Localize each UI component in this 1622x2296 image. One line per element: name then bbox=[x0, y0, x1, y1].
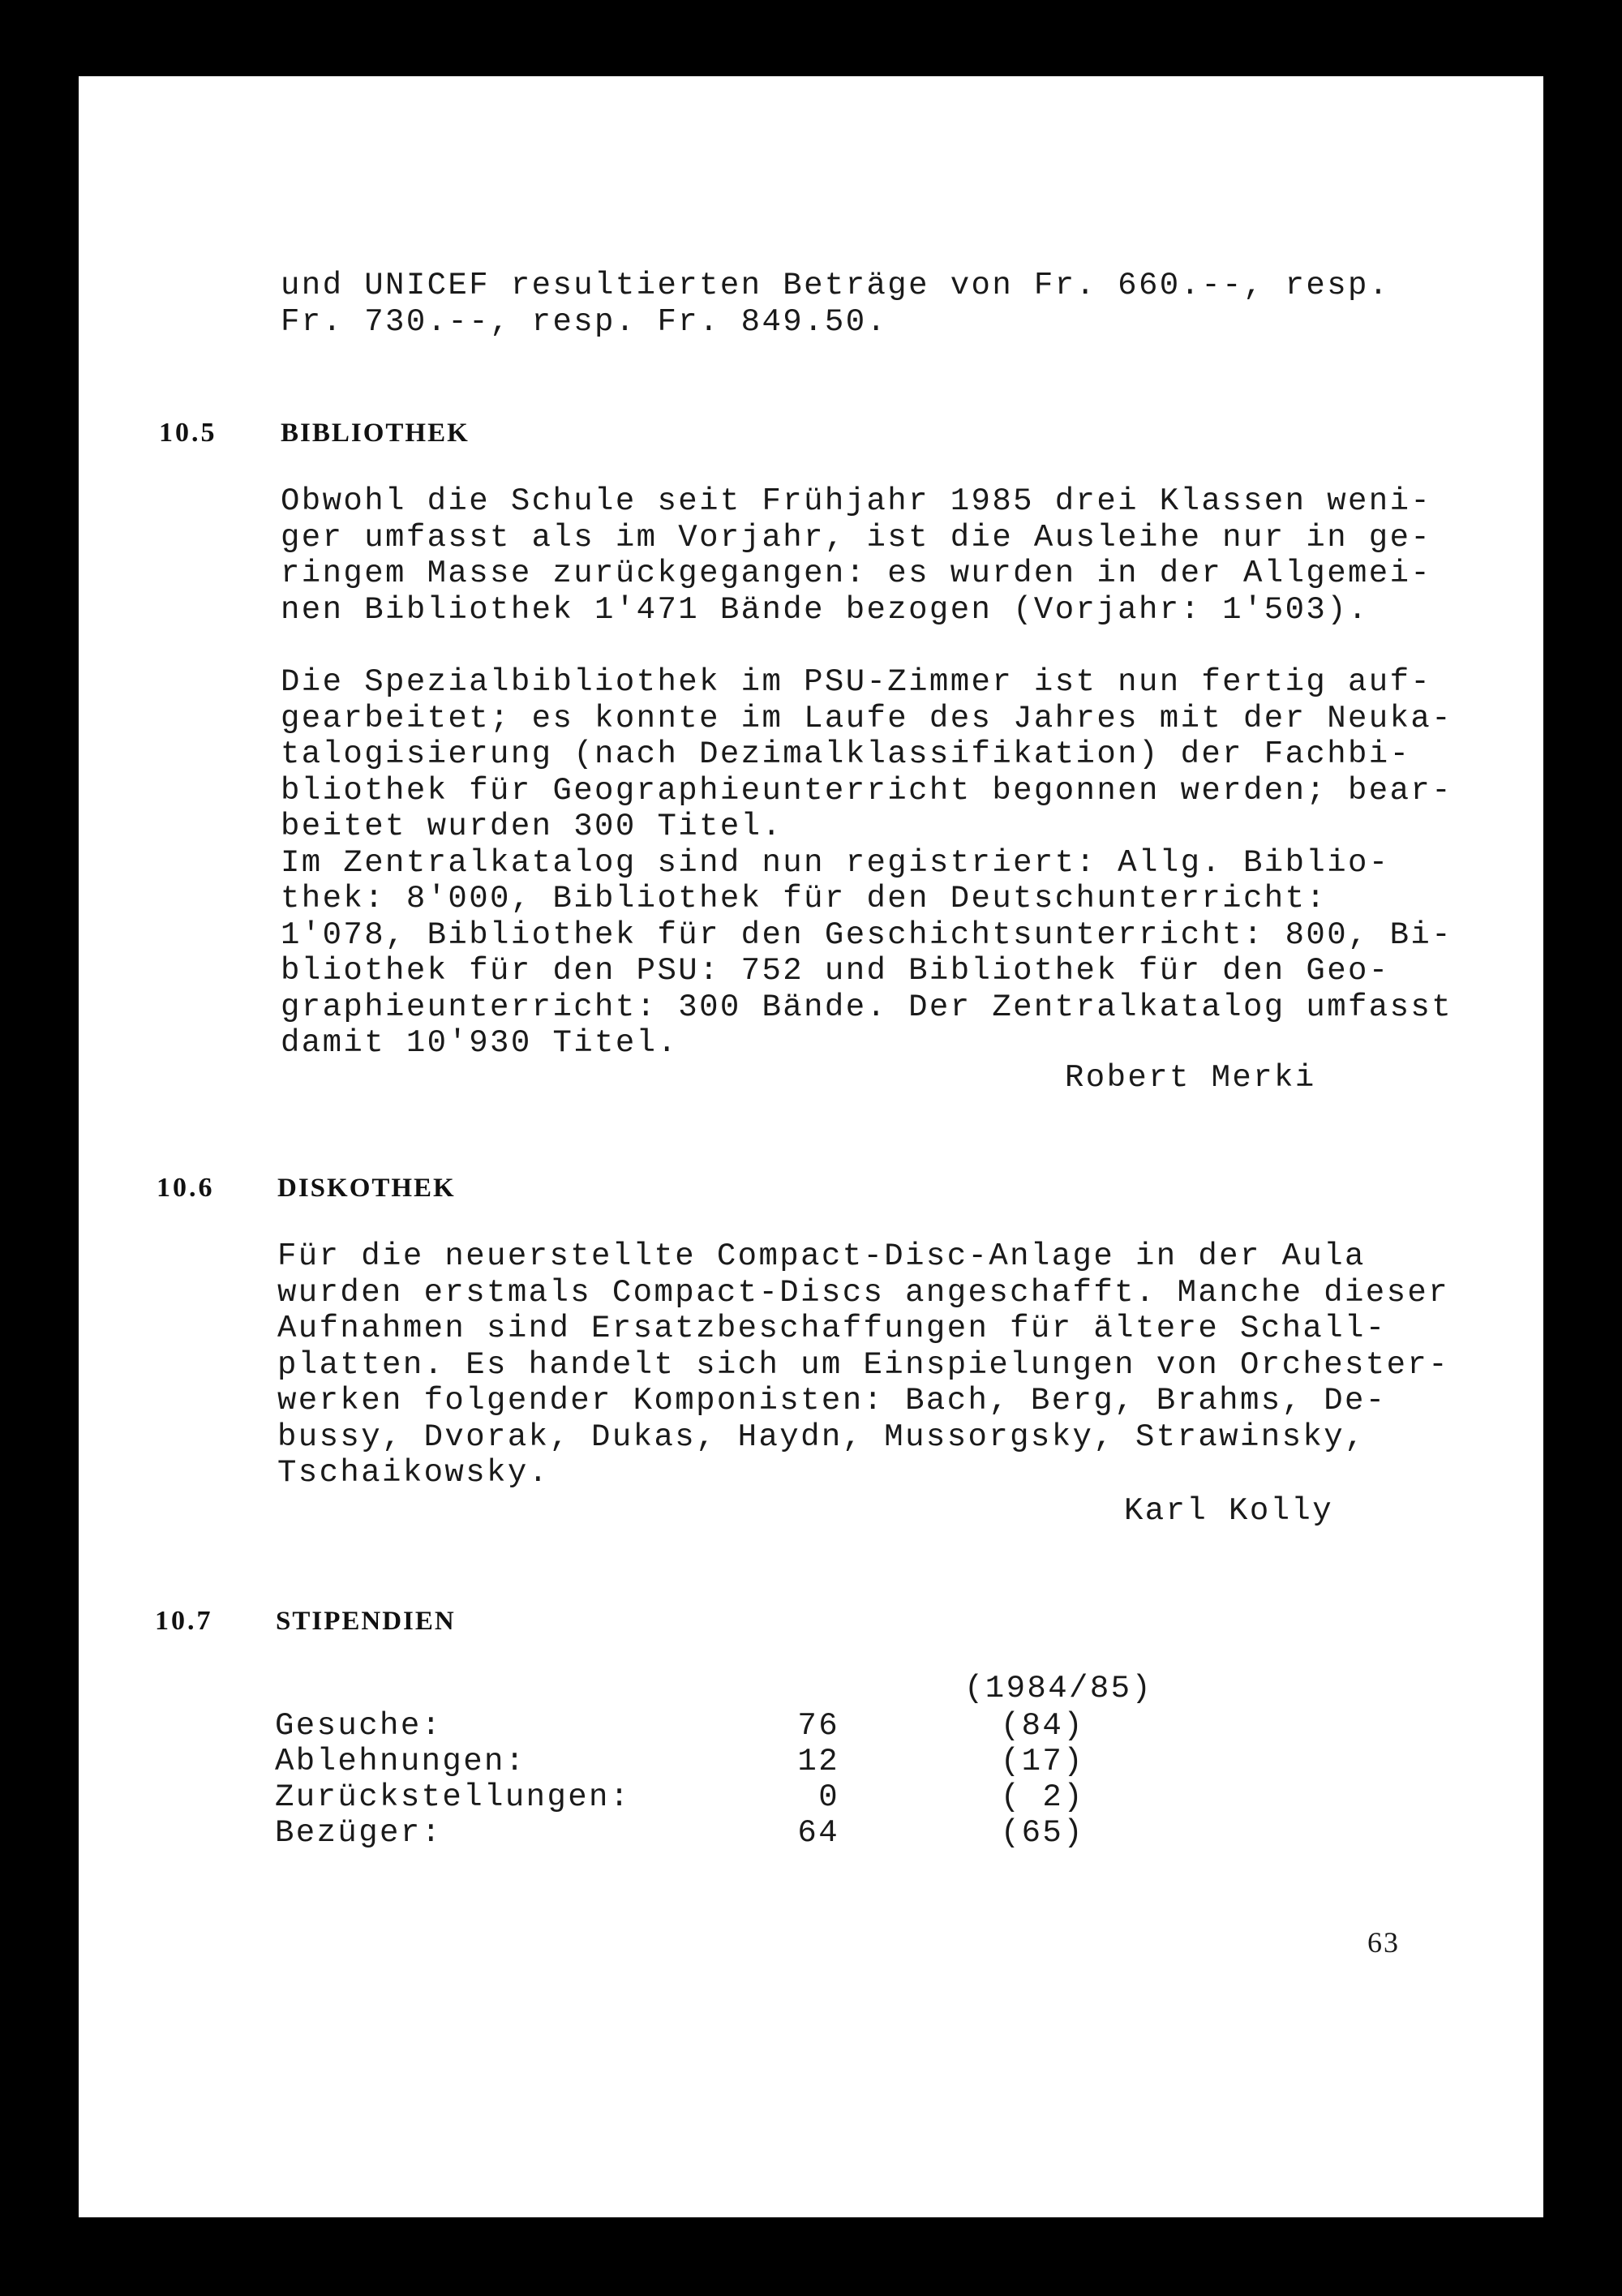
text-line: Aufnahmen sind Ersatzbeschaffungen für ältere Schall- bbox=[277, 1311, 1387, 1346]
text-line: Im Zentralkatalog sind nun registriert: Allg. Biblio- bbox=[281, 844, 1390, 881]
stats-row-value: 12 bbox=[797, 1744, 839, 1779]
text-line: bliothek für Geographieunterricht begonnen werden; bear- bbox=[281, 772, 1453, 809]
text-line: nen Bibliothek 1'471 Bände bezogen (Vorjahr: 1'503). bbox=[281, 591, 1369, 628]
stats-row-previous: ( 2) bbox=[1000, 1779, 1084, 1815]
stats-row-label: Bezüger: bbox=[275, 1815, 443, 1851]
stats-row-label: Zurückstellungen: bbox=[275, 1779, 631, 1815]
section-paragraph bbox=[281, 664, 1453, 1062]
text-line: ger umfasst als im Vorjahr, ist die Ausleihe nur in ge- bbox=[281, 519, 1432, 556]
text-line: graphieunterricht: 300 Bände. Der Zentralkatalog umfasst bbox=[281, 989, 1453, 1025]
signature: Robert Merki bbox=[1065, 1060, 1316, 1096]
stats-row-previous: (84) bbox=[1000, 1708, 1084, 1744]
text-line: damit 10'930 Titel. bbox=[281, 1025, 679, 1061]
stats-row-previous: (65) bbox=[1000, 1815, 1084, 1851]
stats-row-value: 64 bbox=[797, 1815, 839, 1851]
intro-line: und UNICEF resultierten Beträge von Fr. 660.--, resp. bbox=[281, 268, 1390, 303]
text-line: Tschaikowsky. bbox=[277, 1455, 550, 1491]
section-paragraph bbox=[281, 483, 1431, 628]
section-number: 10.6 bbox=[157, 1173, 215, 1203]
stats-row-label: Gesuche: bbox=[275, 1708, 443, 1744]
document-page bbox=[79, 76, 1543, 2217]
section-paragraph bbox=[277, 1238, 1449, 1491]
text-line: werken folgender Komponisten: Bach, Berg, Brahms, De- bbox=[277, 1383, 1387, 1418]
signature: Karl Kolly bbox=[1124, 1493, 1334, 1529]
stats-row-label: Ablehnungen: bbox=[275, 1744, 526, 1779]
intro-line: Fr. 730.--, resp. Fr. 849.50. bbox=[281, 303, 888, 340]
text-line: ringem Masse zurückgegangen: es wurden in der Allgemei- bbox=[281, 556, 1432, 591]
text-line: wurden erstmals Compact-Discs angeschafft. Manche dieser bbox=[277, 1274, 1450, 1311]
text-line: platten. Es handelt sich um Einspielungen von Orchester- bbox=[277, 1346, 1450, 1383]
section-title: STIPENDIEN bbox=[276, 1607, 456, 1636]
section-number: 10.5 bbox=[159, 418, 217, 448]
text-line: beitet wurden 300 Titel. bbox=[281, 809, 783, 844]
text-line: Für die neuerstellte Compact-Disc-Anlage in der Aula bbox=[277, 1238, 1366, 1274]
stats-row-value: 76 bbox=[797, 1708, 839, 1744]
page-number: 63 bbox=[1367, 1926, 1400, 1959]
section-number: 10.7 bbox=[155, 1606, 213, 1636]
intro-paragraph bbox=[281, 268, 1390, 340]
text-line: thek: 8'000, Bibliothek für den Deutschunterricht: bbox=[281, 881, 1328, 916]
text-line: gearbeitet; es konnte im Laufe des Jahres mit der Neuka- bbox=[281, 700, 1453, 736]
section-title: BIBLIOTHEK bbox=[281, 418, 470, 448]
text-line: bliothek für den PSU: 752 und Bibliothek für den Geo- bbox=[281, 953, 1390, 989]
text-line: Obwohl die Schule seit Frühjahr 1985 drei Klassen weni- bbox=[281, 483, 1432, 519]
section-title: DISKOTHEK bbox=[277, 1174, 456, 1203]
text-line: talogisierung (nach Dezimalklassifikation) der Fachbi- bbox=[281, 736, 1411, 772]
text-line: Die Spezialbibliothek im PSU-Zimmer ist nun fertig auf- bbox=[281, 664, 1432, 700]
text-line: 1'078, Bibliothek für den Geschichtsunterricht: 800, Bi- bbox=[281, 916, 1453, 953]
stats-row-value: 0 bbox=[818, 1779, 839, 1815]
stats-previous-year-header: (1984/85) bbox=[964, 1671, 1153, 1706]
stats-row-previous: (17) bbox=[1000, 1744, 1084, 1779]
text-line: bussy, Dvorak, Dukas, Haydn, Mussorgsky, Strawinsky, bbox=[277, 1418, 1366, 1455]
